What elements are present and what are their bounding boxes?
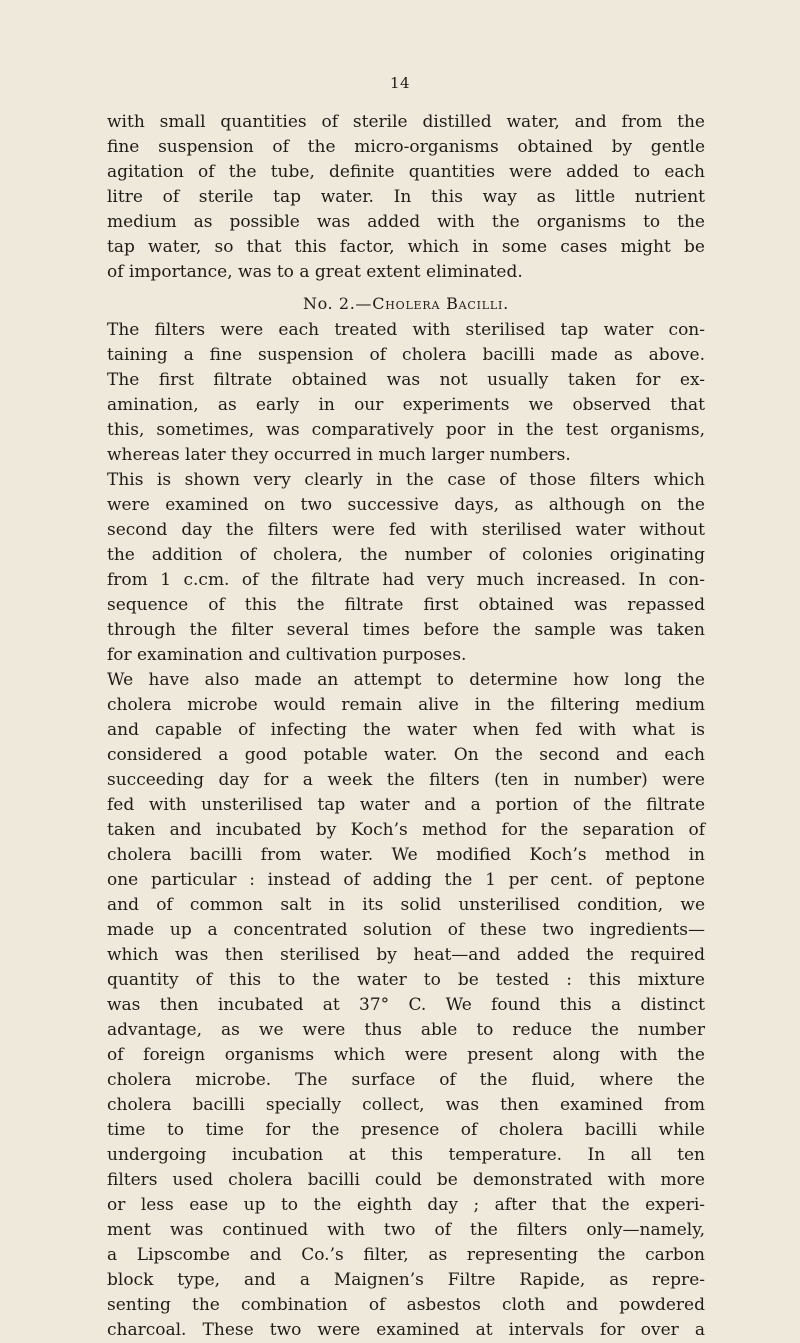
text-line: litre of sterile tap water. In this way as little nutrient <box>107 187 705 207</box>
text-line: This is shown very clearly in the case of those filters which <box>107 470 705 490</box>
text-line: whereas later they occurred in much larger numbers. <box>107 445 571 465</box>
text-line: ment was continued with two of the filters only—namely, <box>107 1220 705 1240</box>
text-line: considered a good potable water. On the second and each <box>107 745 705 765</box>
text-line: block type, and a Maignen’s Filtre Rapide, as repre- <box>107 1270 705 1290</box>
text-line: which was then sterilised by heat—and added the required <box>107 945 705 965</box>
text-line: and of common salt in its solid unsterilised condition, we <box>107 895 705 915</box>
text-line: one particular : instead of adding the 1 per cent. of peptone <box>107 870 705 890</box>
text-line: advantage, as we were thus able to reduce the number <box>107 1020 705 1040</box>
text-line: succeeding day for a week the filters (ten in number) were <box>107 770 705 790</box>
text-line: medium as possible was added with the organisms to the <box>107 212 705 232</box>
text-line: with small quantities of sterile distilled water, and from the <box>107 112 705 132</box>
text-line: were examined on two successive days, as although on the <box>107 495 705 515</box>
text-line: cholera microbe would remain alive in the filtering medium <box>107 695 705 715</box>
text-line: The first filtrate obtained was not usually taken for ex- <box>107 370 705 390</box>
text-line: of foreign organisms which were present along with the <box>107 1045 705 1065</box>
text-line: tap water, so that this factor, which in some cases might be <box>107 237 705 257</box>
text-line: or less ease up to the eighth day ; after that the experi- <box>107 1195 705 1215</box>
text-line: We have also made an attempt to determine how long the <box>107 670 705 690</box>
text-line: taining a fine suspension of cholera bacilli made as above. <box>107 345 705 365</box>
text-line: of importance, was to a great extent eliminated. <box>107 262 523 282</box>
text-line: this, sometimes, was comparatively poor in the test organisms, <box>107 420 705 440</box>
paragraph-2 <box>107 318 705 668</box>
text-line: quantity of this to the water to be tested : this mixture <box>107 970 705 990</box>
text-line: time to time for the presence of cholera bacilli while <box>107 1120 705 1140</box>
text-line: from 1 c.cm. of the filtrate had very much increased. In con- <box>107 570 705 590</box>
text-line: cholera microbe. The surface of the fluid, where the <box>107 1070 705 1090</box>
text-line: amination, as early in our experiments we observed that <box>107 395 705 415</box>
text-line: charcoal. These two were examined at intervals for over a <box>107 1320 705 1340</box>
text-line: cholera bacilli specially collect, was then examined from <box>107 1095 705 1115</box>
text-line: fed with unsterilised tap water and a portion of the filtrate <box>107 795 705 815</box>
section-number: No. 2. <box>303 294 356 313</box>
body-text <box>107 110 705 1343</box>
section-heading <box>107 289 705 318</box>
paragraph-1 <box>107 110 705 285</box>
text-line: the addition of cholera, the number of colonies originating <box>107 545 705 565</box>
text-line: cholera bacilli from water. We modified Koch’s method in <box>107 845 705 865</box>
text-line: and capable of infecting the water when fed with what is <box>107 720 705 740</box>
text-line: senting the combination of asbestos cloth and powdered <box>107 1295 705 1315</box>
text-line: was then incubated at 37° C. We found this a distinct <box>107 995 705 1015</box>
text-line: filters used cholera bacilli could be demonstrated with more <box>107 1170 705 1190</box>
text-line: through the filter several times before the sample was taken <box>107 620 705 640</box>
paragraph-3 <box>107 668 705 1343</box>
text-line: The filters were each treated with sterilised tap water con- <box>107 320 705 340</box>
text-line: taken and incubated by Koch’s method for the separation of <box>107 820 705 840</box>
section-title: —Cholera Bacilli. <box>355 294 509 313</box>
text-line: a Lipscombe and Co.’s filter, as representing the carbon <box>107 1245 705 1265</box>
text-line: undergoing incubation at this temperature. In all ten <box>107 1145 705 1165</box>
text-line: agitation of the tube, definite quantities were added to each <box>107 162 705 182</box>
text-line: sequence of this the filtrate first obtained was repassed <box>107 595 705 615</box>
text-line: made up a concentrated solution of these two ingredients— <box>107 920 705 940</box>
text-line: fine suspension of the micro-organisms obtained by gentle <box>107 137 705 157</box>
text-line: for examination and cultivation purposes. <box>107 645 467 665</box>
text-line: second day the filters were fed with sterilised water without <box>107 520 705 540</box>
page-number: 14 <box>389 74 411 92</box>
